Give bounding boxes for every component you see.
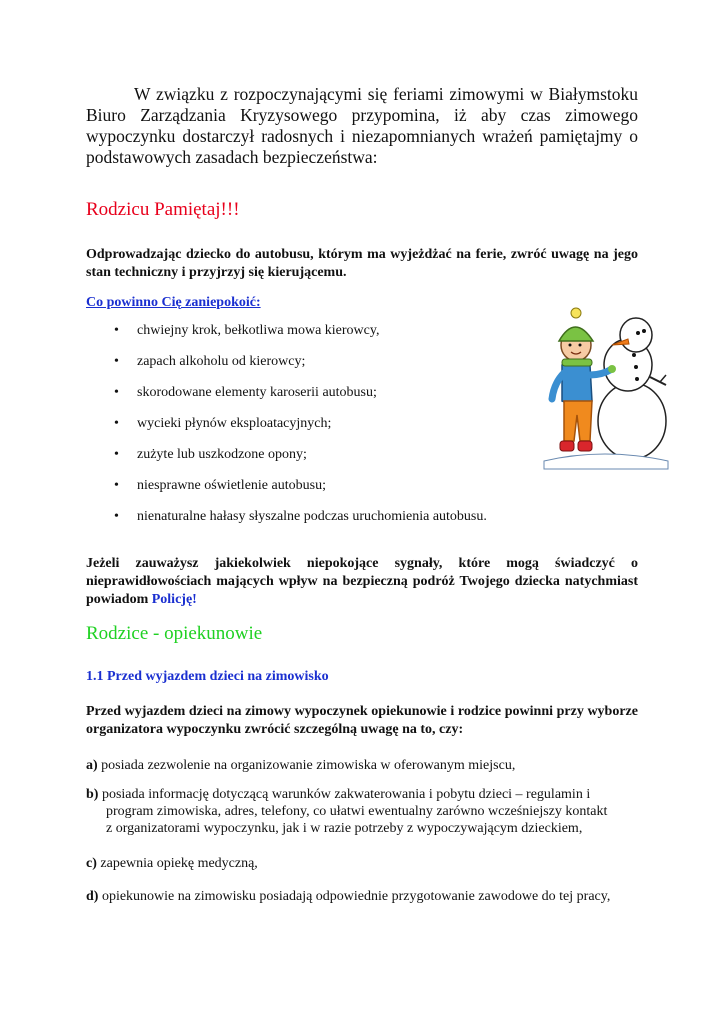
list-item-text: zapach alkoholu od kierowcy; bbox=[137, 354, 306, 369]
item-letter: d) bbox=[86, 889, 99, 904]
bus-check-paragraph: Odprowadzając dziecko do autobusu, którym ma wyjeżdżać na ferie, zwróć uwagę na jego stan techniczny i przyjrzyj się kierującemu. bbox=[86, 247, 638, 280]
parent-remember-heading: Rodzicu Pamiętaj!!! bbox=[86, 199, 240, 220]
item-text: posiada informację dotyczącą warunków zakwaterowania i pobytu dzieci – regulamin i bbox=[101, 787, 591, 802]
item-text-continuation: program zimowiska, adres, telefony, co ułatwi ewentualny zarówno wcześniejszy kontakt bbox=[106, 804, 608, 819]
bullet-icon: • bbox=[114, 323, 119, 338]
item-text-continuation: z organizatorami wypoczynku, jak i w razie potrzeby z wypoczywającym dzieckiem, bbox=[106, 821, 583, 836]
bullet-icon: • bbox=[114, 509, 119, 524]
bullet-icon: • bbox=[114, 478, 119, 493]
list-item bbox=[104, 415, 487, 446]
checklist-item-b bbox=[86, 786, 646, 837]
list-item bbox=[104, 508, 487, 539]
item-letter: b) bbox=[86, 787, 99, 802]
bullet-icon: • bbox=[114, 447, 119, 462]
warning-paragraph bbox=[86, 555, 638, 609]
list-item-text: nienaturalne hałasy słyszalne podczas uruchomienia autobusu. bbox=[137, 509, 487, 524]
bullet-icon: • bbox=[114, 416, 119, 431]
item-text: zapewnia opiekę medyczną, bbox=[100, 856, 258, 871]
list-item bbox=[104, 446, 487, 477]
checklist-item-d bbox=[86, 888, 646, 905]
before-departure-subheading: 1.1 Przed wyjazdem dzieci na zimowisko bbox=[86, 669, 329, 684]
concern-list bbox=[104, 322, 487, 539]
list-item-text: wycieki płynów eksploatacyjnych; bbox=[137, 416, 332, 431]
item-text: opiekunowie na zimowisku posiadają odpowiednie przygotowanie zawodowe do tej pracy, bbox=[101, 889, 611, 904]
bullet-icon: • bbox=[114, 385, 119, 400]
list-item bbox=[104, 322, 487, 353]
list-item-text: chwiejny krok, bełkotliwa mowa kierowcy, bbox=[137, 323, 380, 338]
list-item bbox=[104, 353, 487, 384]
list-item-text: skorodowane elementy karoserii autobusu; bbox=[137, 385, 377, 400]
item-text: posiada zezwolenie na organizowanie zimowiska w oferowanym miejscu, bbox=[101, 758, 516, 773]
checklist-item-c bbox=[86, 855, 646, 872]
intro-paragraph bbox=[86, 84, 638, 168]
list-item bbox=[104, 477, 487, 508]
warning-text: Jeżeli zauważysz jakiekolwiek niepokojące sygnały, które mogą świadczyć o nieprawidłowościach mających wpływ na bezpieczną podróż Twojego dziecka natychmiast powiadom bbox=[86, 556, 638, 607]
concern-heading-link[interactable]: Co powinno Cię zaniepokoić: bbox=[86, 295, 261, 310]
checklist-item-a bbox=[86, 757, 646, 774]
list-item bbox=[104, 384, 487, 415]
organizer-check-paragraph: Przed wyjazdem dzieci na zimowy wypoczynek opiekunowie i rodzice powinni przy wyborze organizatora wypoczynku zwrócić szczególną uwagę na to, czy: bbox=[86, 704, 638, 737]
list-item-text: niesprawne oświetlenie autobusu; bbox=[137, 478, 326, 493]
list-item-text: zużyte lub uszkodzone opony; bbox=[137, 447, 307, 462]
item-letter: a) bbox=[86, 758, 98, 773]
police-text: Policję! bbox=[151, 592, 197, 607]
parents-guardians-heading: Rodzice - opiekunowie bbox=[86, 623, 263, 644]
bullet-icon: • bbox=[114, 354, 119, 369]
intro-text: W związku z rozpoczynającymi się feriami zimowymi w Białymstoku Biuro Zarządzania Kryzysowego przypomina, iż aby czas zimowego wypoczynku dostarczył radosnych i niezapomnianych wrażeń pamiętajmy o podstawowych zasadach bezpieczeństwa: bbox=[86, 84, 638, 167]
child-with-snowman-icon bbox=[540, 293, 670, 483]
item-letter: c) bbox=[86, 856, 97, 871]
